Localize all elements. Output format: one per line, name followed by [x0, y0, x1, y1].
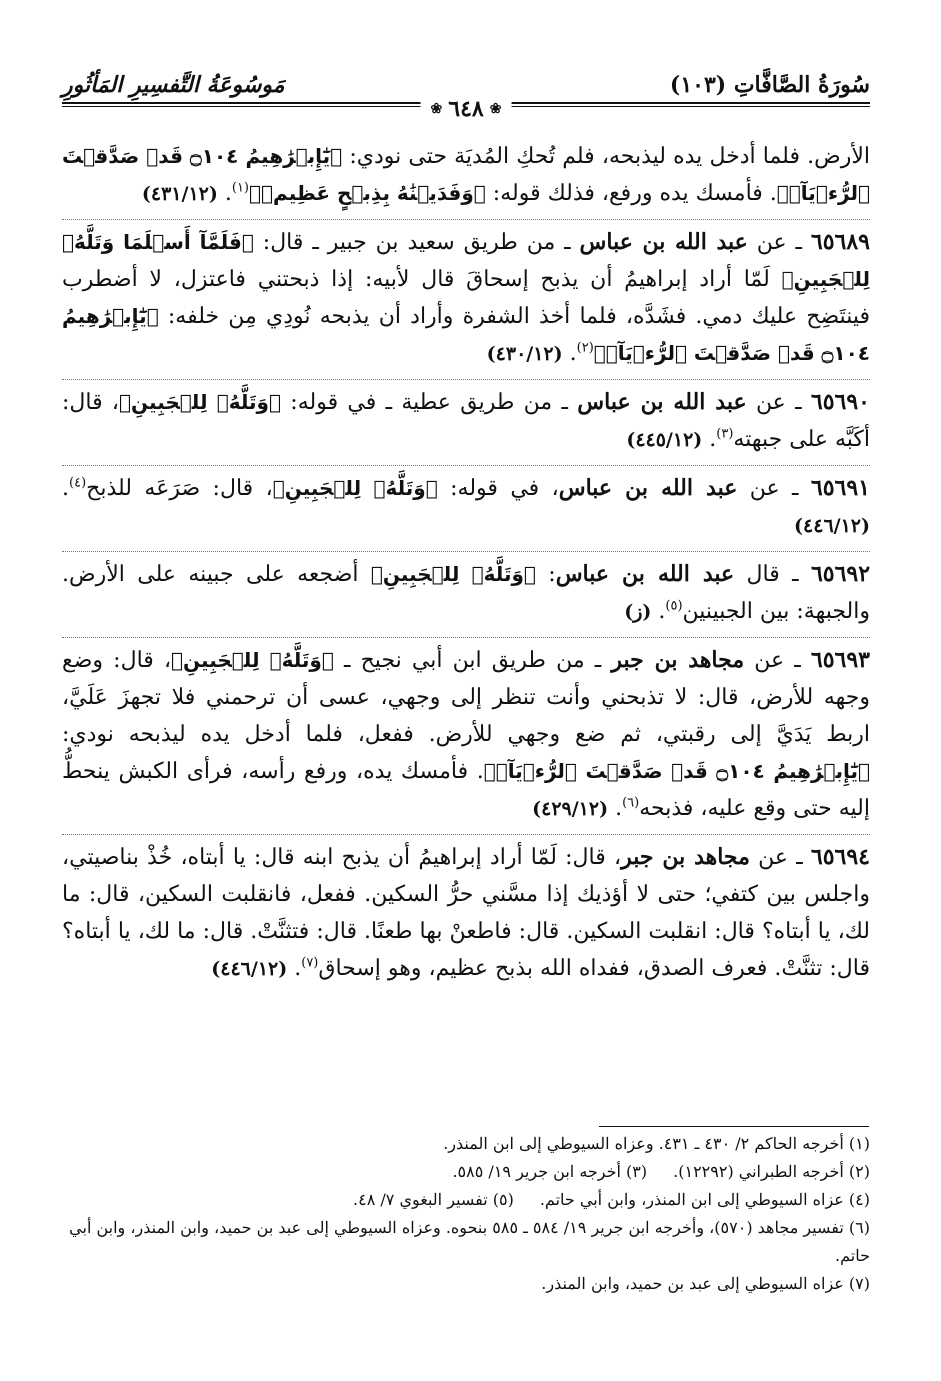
text-run: .: [562, 341, 577, 366]
text-run: ـ عن: [749, 845, 811, 870]
text-run: ـ عن: [737, 476, 811, 501]
paragraph: [62, 551, 870, 631]
narrator-name: عبد الله بن عباس: [577, 389, 747, 415]
page-number: ٦٤٨: [448, 96, 484, 122]
ornament-icon: ❀: [430, 101, 443, 117]
main-text: [62, 138, 870, 988]
footnote-2: (٢) أخرجه الطبراني (١٢٢٩٢).: [673, 1162, 870, 1181]
cross-reference: (٤٣٠/١٢): [486, 343, 563, 365]
narrator-name: عبد الله بن عباس: [558, 475, 738, 501]
page-header: [62, 62, 870, 126]
paragraph: [62, 834, 870, 988]
footnote-marker: (٢): [576, 340, 594, 356]
athar-number: ٦٥٦٩٣: [810, 647, 870, 673]
cross-reference: (٤٤٥/١٢): [626, 429, 703, 451]
athar-number: ٦٥٦٩١: [810, 475, 870, 501]
cross-reference: (٤٤٦/١٢): [794, 515, 870, 537]
text-run: ـ عن: [744, 648, 811, 673]
text-run: .: [217, 181, 232, 206]
paragraph: [62, 379, 870, 459]
text-run: ـ عن: [747, 230, 811, 255]
footnote-1: (١) أخرجه الحاكم ٢/ ٤٣٠ ـ ٤٣١. وعزاه السيوطي إلى ابن المنذر.: [443, 1134, 870, 1153]
surah-title: سُورَةُ الصَّافَّاتِ (١٠٣): [669, 72, 870, 98]
footnote-6: (٦) تفسير مجاهد (٥٧٠)، وأخرجه ابن جرير ١٩/ ٥٨٤ ـ ٥٨٥ بنحوه. وعزاه السيوطي إلى عبد بن حميد، وابن المنذر، وابن أبي حاتم.: [69, 1218, 870, 1265]
quran-verse: ﴿يَٰٓإِبۡرَٰهِيمُ ۝١٠٤ قَدۡ صَدَّقۡتَ ٱلرُّءۡيَآۚ﴾: [62, 304, 870, 365]
paragraph: [62, 138, 870, 213]
book-title: مَوسُوعَةُ التَّفسِيرِ المَأثُورِ: [62, 72, 285, 98]
footnote-separator: [599, 1126, 869, 1127]
footnote-3: (٣) أخرجه ابن جرير ١٩/ ٥٨٥.: [452, 1162, 648, 1181]
quran-verse: ﴿وَتَلَّهُۥ لِلۡجَبِينِ﴾: [171, 648, 334, 672]
text-run: ، قال: وضع وجهه للأرض، قال: لا تذبحني وأنت تنظر إلى وجهي، عسى أن ترحمني فلا تجهزَ عَلَيَّ، اربط يَدَيَّ إلى رقبتي، ثم ضع وجهي للأرض. ففعل، فلما أدخل يده ليذبحه نودي:: [62, 648, 870, 747]
text-run: ، قال: أكَبَّه على جبهته: [62, 390, 870, 452]
quran-verse: ﴿وَتَلَّهُۥ لِلۡجَبِينِ﴾: [370, 562, 536, 586]
page-number-badge: [421, 96, 512, 122]
athar-number: ٦٥٦٨٩: [810, 229, 870, 255]
cross-reference: (٤٢٩/١٢): [532, 798, 609, 820]
text-run: .: [287, 956, 302, 981]
footnote-marker: (٤): [69, 475, 87, 491]
footnote-5: (٥) تفسير البغوي ٧/ ٤٨.: [353, 1190, 514, 1209]
text-run: .: [651, 599, 666, 624]
text-run: ، في قوله:: [437, 476, 559, 501]
text-run: .: [62, 476, 69, 501]
athar-number: ٦٥٦٩٤: [810, 844, 870, 870]
text-run: ـ قال: [734, 562, 811, 587]
quran-verse: ﴿يَٰٓإِبۡرَٰهِيمُ ۝١٠٤ قَدۡ صَدَّقۡتَ ٱلرُّءۡيَآۚ﴾: [62, 144, 870, 205]
footnote-marker: (٧): [301, 955, 319, 971]
text-run: .: [702, 427, 717, 452]
text-run: أضجعه على جبينه على الأرض. والجبهة: بين الجبينين: [62, 562, 870, 624]
text-run: .: [608, 796, 623, 821]
text-run: ، قال: صَرَعَه للذبح: [86, 476, 273, 501]
paragraph: [62, 219, 870, 373]
text-run: لَمّا أراد إبراهيمُ أن يذبح إسحاقَ قال لأبيه: إذا ذبحتني فاعتزل، لا أضطرب فينتَضِح عليك دمي. فشَدَّه، فلما أخذ الشفرة وأراد أن يذبحه نُودِي مِن خلفه:: [62, 267, 870, 329]
narrator-name: مجاهد بن جبر: [611, 647, 745, 673]
cross-reference: (ز): [624, 601, 652, 623]
text-run: الأرض. فلما أدخل يده ليذبحه، فلم تُحكِ المُديَة حتى نودي:: [342, 144, 870, 169]
narrator-name: مجاهد بن جبر: [621, 844, 750, 870]
quran-verse: ﴿وَتَلَّهُۥ لِلۡجَبِينِ﴾: [272, 476, 438, 500]
text-run: ـ من طريق ابن أبي نجيح ـ: [333, 648, 612, 673]
footnote-marker: (١): [231, 180, 249, 196]
footnote-7: (٧) عزاه السيوطي إلى عبد بن حميد، وابن المنذر.: [541, 1274, 870, 1293]
footnote-marker: (٦): [622, 795, 640, 811]
footnote-marker: (٥): [665, 598, 683, 614]
text-run: ـ من طريق سعيد بن جبير ـ قال:: [253, 230, 580, 255]
cross-reference: (٤٣١/١٢): [141, 183, 218, 205]
text-run: . فأمسك يده ورفع، فذلك قوله:: [485, 181, 777, 206]
text-run: ـ عن: [746, 390, 811, 415]
quran-verse: ﴿فَلَمَّآ أَسۡلَمَا وَتَلَّهُۥ لِلۡجَبِينِ﴾: [62, 230, 870, 291]
text-run: ، قال: لَمّا أراد إبراهيمُ أن يذبح ابنه قال: يا أبتاه، خُذْ بناصيتي، واجلس بين كتفي؛ حتى لا أؤذيك إذا مسَّني حرُّ السكين. ففعل، فانقلبت السكين، قال: ما لك، يا أبتاه؟ قال: انقلبت السكين. قال: فاطعنْ بها طعنًا. قال: فتثنَّتْ. قال: ما لك، يا أبتاه؟ قال: تثنَّتْ. فعرف الصدق، ففداه الله بذبح عظيم، وهو إسحاق: [62, 845, 870, 981]
footnote-4: (٤) عزاه السيوطي إلى ابن المنذر، وابن أبي حاتم.: [539, 1190, 870, 1209]
quran-verse: ﴿يَٰٓإِبۡرَٰهِيمُ ۝١٠٤ قَدۡ صَدَّقۡتَ ٱلرُّءۡيَآۚ﴾: [483, 759, 871, 783]
text-run: . فأمسك يده، ورفع رأسه، فرأى الكبش ينحطُّ إليه حتى وقع عليه، فذبحه: [62, 759, 870, 821]
athar-number: ٦٥٦٩٠: [810, 389, 870, 415]
athar-number: ٦٥٦٩٢: [810, 561, 871, 587]
text-run: :: [535, 562, 556, 587]
quran-verse: ﴿وَتَلَّهُۥ لِلۡجَبِينِ﴾: [119, 390, 281, 414]
narrator-name: عبد الله بن عباس: [555, 561, 735, 587]
footnotes: [62, 1130, 870, 1298]
ornament-icon: ❀: [489, 101, 502, 117]
quran-verse: ﴿وَفَدَيۡنَٰهُ بِذِبۡحٍ عَظِيمٖ﴾: [249, 181, 486, 205]
paragraph: [62, 637, 870, 828]
paragraph: [62, 465, 870, 545]
footnote-marker: (٣): [716, 426, 734, 442]
narrator-name: عبد الله بن عباس: [579, 229, 748, 255]
text-run: ـ من طريق عطية ـ في قوله:: [280, 390, 578, 415]
cross-reference: (٤٤٦/١٢): [211, 958, 288, 980]
